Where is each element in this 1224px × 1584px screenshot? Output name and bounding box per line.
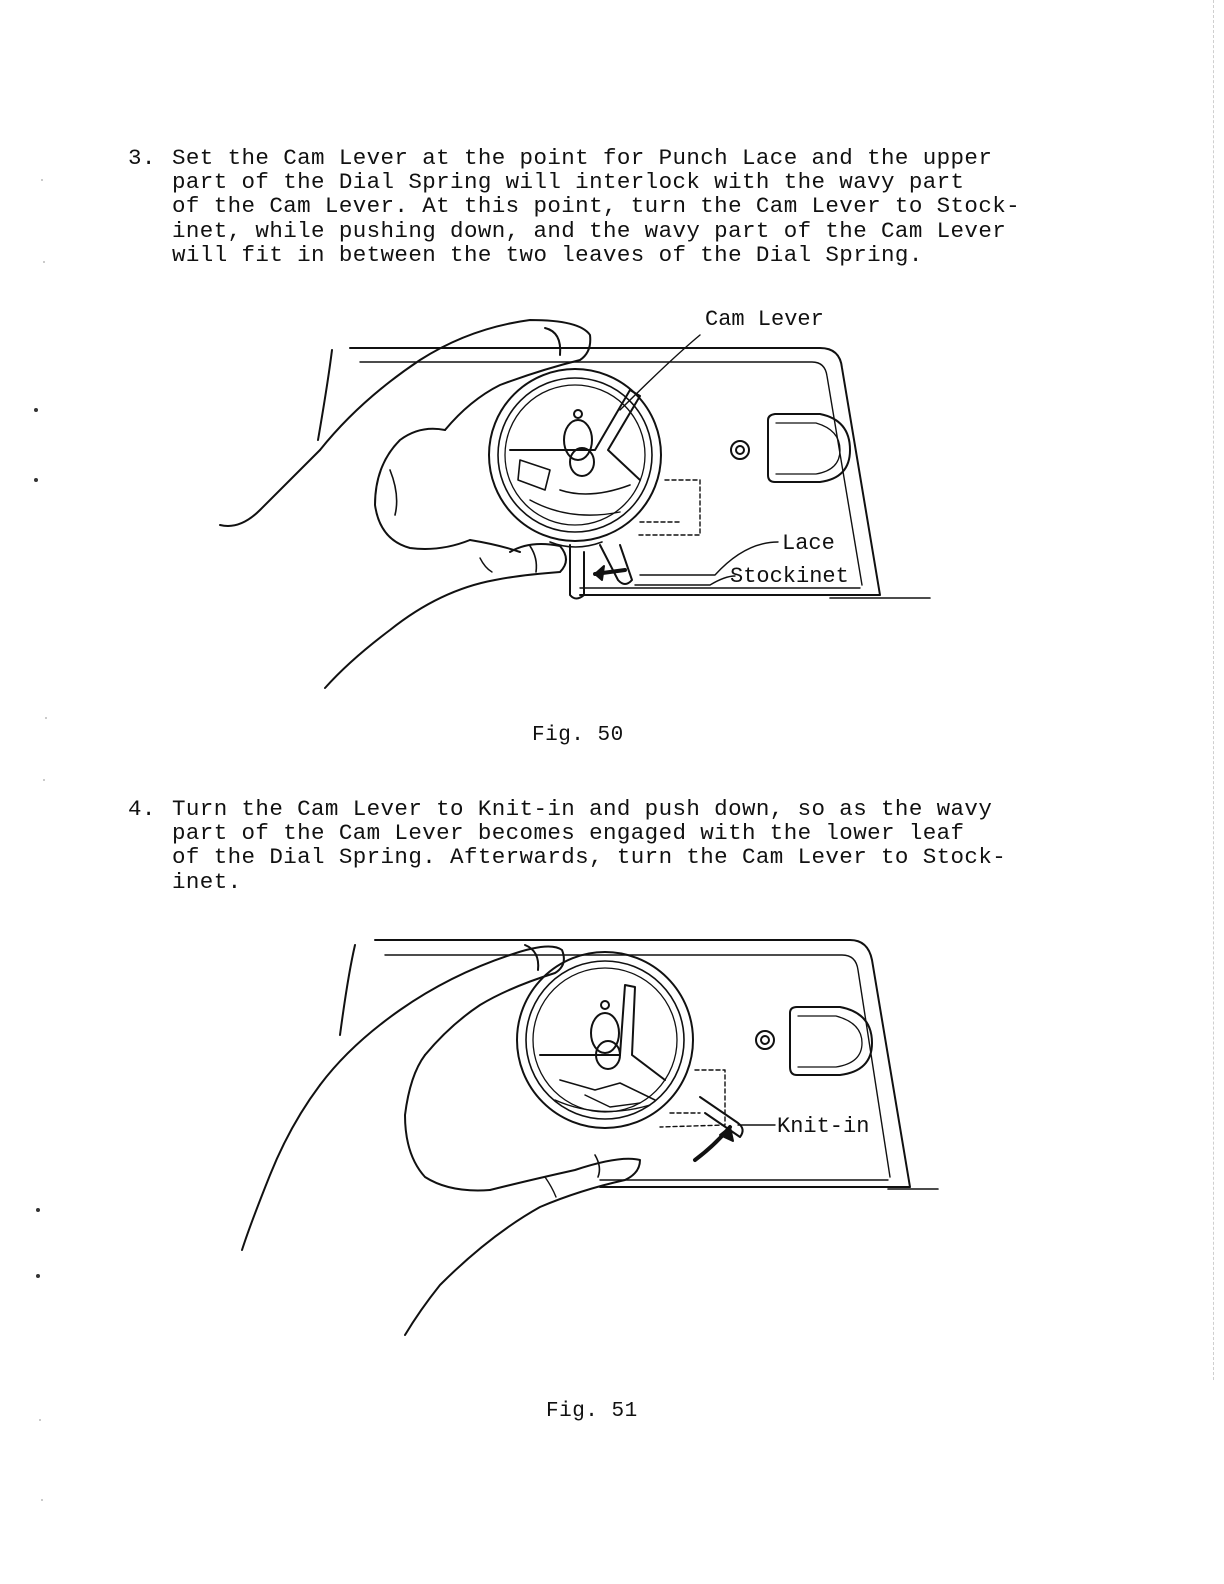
carriage-plate-left-edge — [340, 945, 355, 1035]
knob-opening — [768, 414, 850, 482]
figure-51-illustration — [200, 915, 960, 1355]
carriage-plate-outline — [350, 348, 880, 595]
figure-50-illustration — [200, 290, 960, 710]
step-text-line: part of the Cam Lever becomes engaged with the lower leaf — [172, 820, 965, 847]
carriage-plate-left-edge — [318, 350, 332, 440]
step-text-line: of the Dial Spring. Afterwards, turn the Cam Lever to Stock- — [172, 844, 1007, 871]
dial-outer-ring — [517, 952, 693, 1128]
leader-cam-lever — [620, 335, 700, 410]
hand-thumb — [320, 320, 590, 450]
instruction-step-4 — [128, 797, 1006, 894]
scan-specks — [0, 0, 80, 1584]
hand-index-finger — [405, 1055, 490, 1190]
leader-stockinet — [635, 576, 735, 585]
step-text-line: will fit in between the two leaves of the Dial Spring. — [172, 241, 923, 268]
hand-wrist — [242, 1085, 320, 1250]
figure-51-drawing — [200, 915, 960, 1355]
step-text-line: inet, while pushing down, and the wavy part of the Cam Lever — [172, 217, 1007, 244]
step-text-line: part of the Dial Spring will interlock with the wavy part — [172, 169, 965, 196]
screw-icon — [756, 1031, 774, 1049]
step-text-line: Set the Cam Lever at the point for Punch Lace and the upper — [172, 145, 993, 171]
step-number: 4. — [128, 796, 156, 822]
label-cam-lever: Cam Lever — [705, 307, 824, 332]
hand-lower-finger — [325, 544, 566, 688]
step-text-line: inet. — [172, 868, 242, 895]
step-number: 3. — [128, 145, 156, 171]
hand-wrist — [220, 450, 320, 526]
figure-50-caption: Fig. 50 — [532, 724, 624, 747]
lever-handle — [700, 1097, 743, 1137]
lever-handle-right — [600, 545, 632, 584]
hand-index-finger — [375, 429, 470, 549]
hand-thumb — [320, 946, 564, 1085]
instruction-step-3 — [128, 146, 1020, 267]
figure-50-drawing — [200, 290, 960, 710]
label-knit-in: Knit-in — [777, 1114, 870, 1139]
cam-lever-inner — [510, 390, 640, 480]
label-lace: Lace — [782, 531, 835, 556]
cam-lever-inner — [540, 985, 665, 1080]
lever-handle-left — [570, 545, 584, 599]
figure-51-caption: Fig. 51 — [546, 1400, 638, 1423]
screw-icon — [731, 441, 749, 459]
knob-opening — [790, 1007, 872, 1075]
scan-edge — [1212, 0, 1214, 1380]
step-text-line: Turn the Cam Lever to Knit-in and push down, so as the wavy — [172, 796, 993, 822]
step-text-line: of the Cam Lever. At this point, turn the Cam Lever to Stock- — [172, 193, 1021, 220]
label-stockinet: Stockinet — [730, 564, 849, 589]
